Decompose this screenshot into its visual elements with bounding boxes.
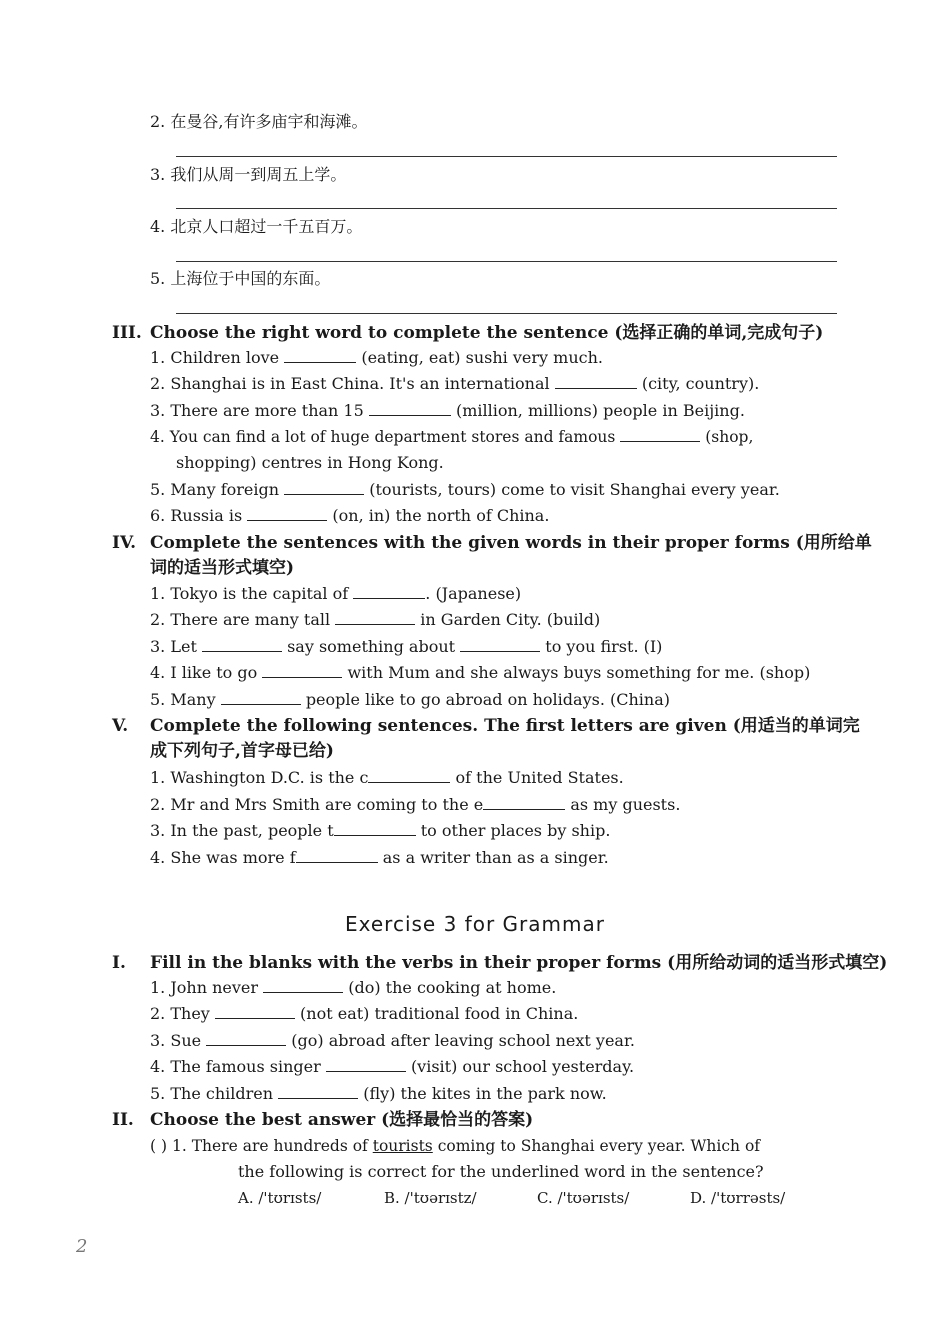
question-item: 5. The children (fly) the kites in the park now. bbox=[150, 1084, 607, 1103]
answer-bracket[interactable]: ( ) bbox=[150, 1137, 168, 1155]
question-item: 1. Washington D.C. is the c of the United States. bbox=[150, 768, 624, 787]
fill-blank[interactable] bbox=[215, 1004, 295, 1019]
option-c[interactable]: C. /'tʊərɪsts/ bbox=[537, 1189, 630, 1207]
answer-line[interactable] bbox=[176, 261, 837, 262]
exercise-title: Exercise 3 for Grammar bbox=[345, 912, 605, 936]
question-item-continued: the following is correct for the underlined word in the sentence? bbox=[238, 1162, 764, 1181]
fill-blank[interactable] bbox=[221, 690, 301, 705]
fill-blank[interactable] bbox=[206, 1031, 286, 1046]
fill-blank[interactable] bbox=[334, 821, 416, 836]
question-item: 4. She was more f as a writer than as a singer. bbox=[150, 848, 609, 867]
section-heading: IV. Complete the sentences with the given words in their proper forms (用所给单 bbox=[112, 533, 872, 553]
fill-blank[interactable] bbox=[278, 1084, 358, 1099]
answer-line[interactable] bbox=[176, 156, 837, 157]
fill-blank[interactable] bbox=[262, 663, 342, 678]
section-heading: I. Fill in the blanks with the verbs in their proper forms (用所给动词的适当形式填空) bbox=[112, 953, 888, 973]
section-heading: V. Complete the following sentences. The first letters are given (用适当的单词完 bbox=[112, 716, 860, 736]
page-number: 2 bbox=[76, 1236, 88, 1257]
fill-blank[interactable] bbox=[284, 348, 356, 363]
translation-item-5: 5. 上海位于中国的东面。 bbox=[150, 269, 331, 288]
answer-line[interactable] bbox=[176, 313, 837, 314]
question-item: 1. Tokyo is the capital of . (Japanese) bbox=[150, 584, 522, 603]
fill-blank[interactable] bbox=[335, 610, 415, 625]
option-b[interactable]: B. /'tʊərɪstz/ bbox=[384, 1189, 477, 1207]
section-heading-continued: 成下列句子,首字母已给) bbox=[150, 741, 334, 761]
translation-item-4: 4. 北京人口超过一千五百万。 bbox=[150, 217, 363, 236]
question-item: 4. I like to go with Mum and she always buys something for me. (shop) bbox=[150, 663, 811, 682]
question-item: 2. Mr and Mrs Smith are coming to the e as my guests. bbox=[150, 795, 681, 814]
question-item: 3. In the past, people t to other places by ship. bbox=[150, 821, 611, 840]
translation-item-3: 3. 我们从周一到周五上学。 bbox=[150, 165, 347, 184]
question-item: 1. Children love (eating, eat) sushi very much. bbox=[150, 348, 603, 367]
question-item: 2. They (not eat) traditional food in China. bbox=[150, 1004, 579, 1023]
fill-blank[interactable] bbox=[369, 401, 451, 416]
section-heading: III. Choose the right word to complete the sentence (选择正确的单词,完成句子) bbox=[112, 323, 824, 343]
question-item: 5. Many foreign (tourists, tours) come to visit Shanghai every year. bbox=[150, 480, 780, 499]
question-item: 3. Let say something about to you first. (I) bbox=[150, 637, 663, 656]
section-heading-continued: 词的适当形式填空) bbox=[150, 558, 295, 578]
fill-blank[interactable] bbox=[263, 978, 343, 993]
fill-blank[interactable] bbox=[326, 1057, 406, 1072]
option-a[interactable]: A. /'tʊrɪsts/ bbox=[238, 1189, 322, 1207]
fill-blank[interactable] bbox=[353, 584, 425, 599]
fill-blank[interactable] bbox=[247, 506, 327, 521]
question-item: 4. You can find a lot of huge department stores and famous (shop, bbox=[150, 428, 754, 446]
translation-item-2: 2. 在曼谷,有许多庙宇和海滩。 bbox=[150, 112, 368, 131]
section-heading: II. Choose the best answer (选择最恰当的答案) bbox=[112, 1110, 534, 1130]
question-item: 2. Shanghai is in East China. It's an international (city, country). bbox=[150, 374, 760, 393]
question-item: 5. Many people like to go abroad on holidays. (China) bbox=[150, 690, 670, 709]
option-d[interactable]: D. /'tʊrrəsts/ bbox=[690, 1189, 786, 1207]
fill-blank[interactable] bbox=[483, 795, 565, 810]
answer-line[interactable] bbox=[176, 208, 837, 209]
question-item: 1. John never (do) the cooking at home. bbox=[150, 978, 557, 997]
question-item-continued: shopping) centres in Hong Kong. bbox=[176, 453, 444, 472]
question-item: 3. There are more than 15 (million, millions) people in Beijing. bbox=[150, 401, 745, 420]
multiple-choice-question: ( ) 1. There are hundreds of tourists coming to Shanghai every year. Which of bbox=[150, 1137, 761, 1155]
fill-blank[interactable] bbox=[460, 637, 540, 652]
fill-blank[interactable] bbox=[296, 848, 378, 863]
fill-blank[interactable] bbox=[284, 480, 364, 495]
question-item: 3. Sue (go) abroad after leaving school next year. bbox=[150, 1031, 635, 1050]
fill-blank[interactable] bbox=[368, 768, 450, 783]
underlined-word: tourists bbox=[372, 1137, 433, 1155]
fill-blank[interactable] bbox=[202, 637, 282, 652]
question-item: 4. The famous singer (visit) our school yesterday. bbox=[150, 1057, 635, 1076]
fill-blank[interactable] bbox=[555, 374, 637, 389]
question-item: 2. There are many tall in Garden City. (build) bbox=[150, 610, 601, 629]
fill-blank[interactable] bbox=[620, 427, 700, 442]
question-item: 6. Russia is (on, in) the north of China. bbox=[150, 506, 550, 525]
answer-options bbox=[238, 1188, 785, 1208]
